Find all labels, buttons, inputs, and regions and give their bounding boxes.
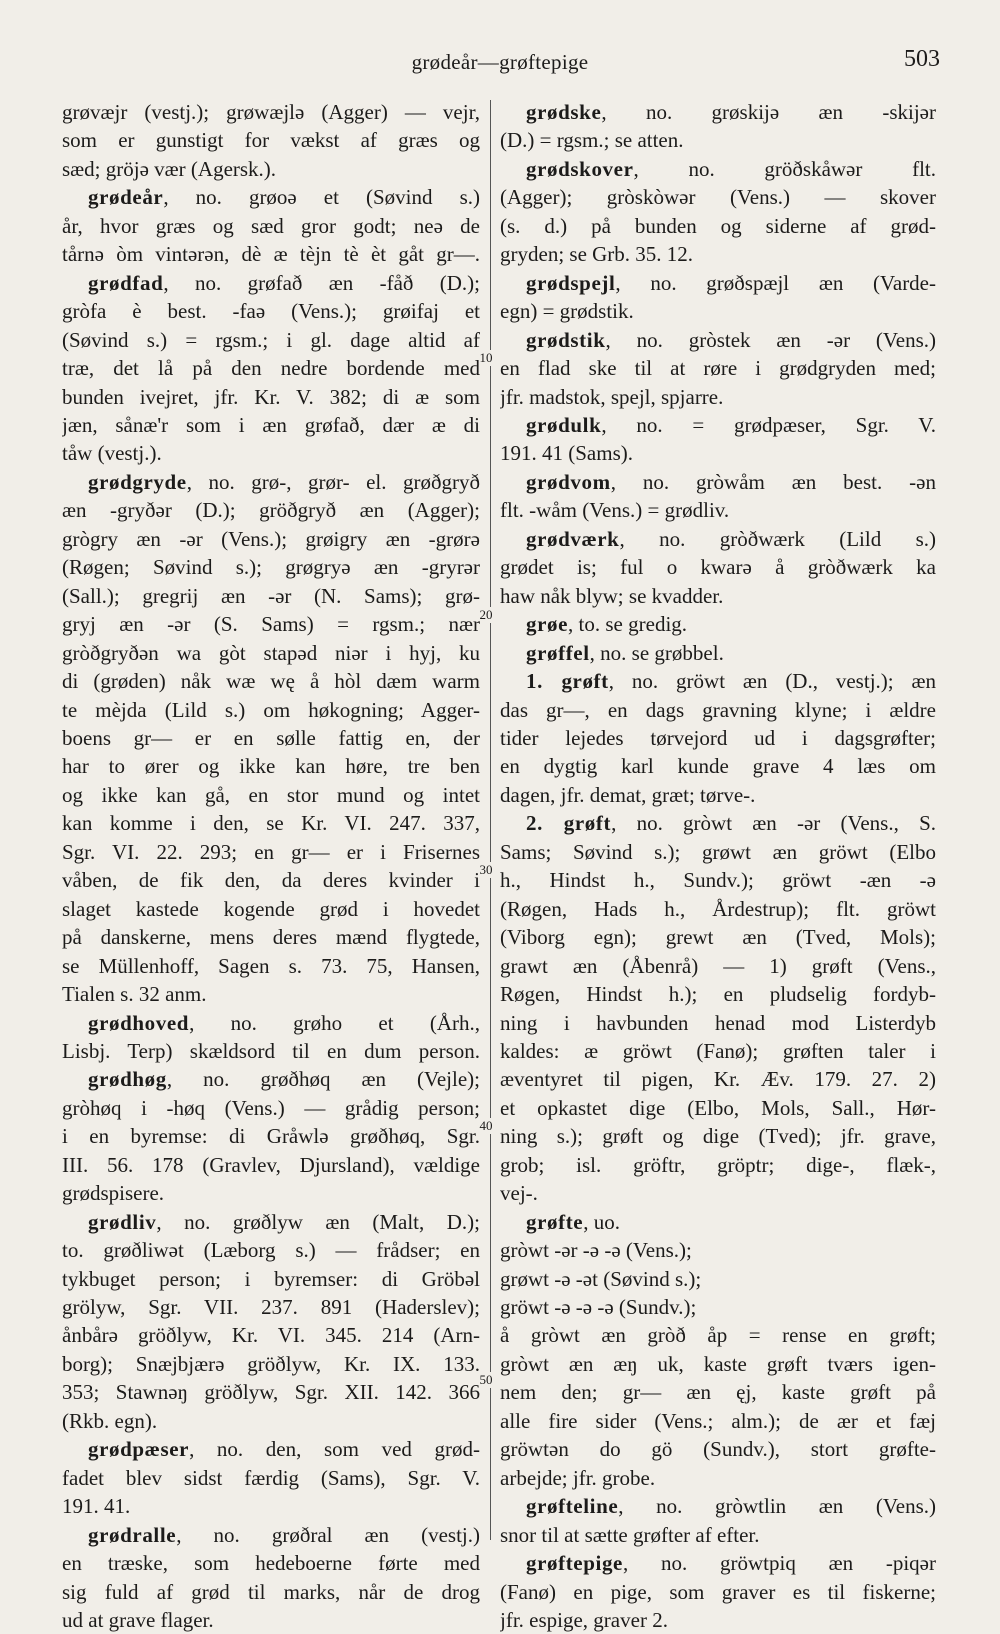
text-line: gròfa è best. -faə (Vens.); grøifaj et — [62, 299, 480, 324]
headword: 2. grøft — [526, 811, 612, 836]
text-line: og ikke kan gå, en stor mund og intet — [62, 782, 480, 807]
text-line: grødspisere. — [62, 1181, 165, 1206]
headword: grødspejl — [526, 270, 616, 295]
text-line: haw nåk blyw; se kvadder. — [500, 583, 724, 608]
text-line: das gr—, en dags gravning klyne; i ældre — [500, 697, 936, 722]
text-line: gròðgryðən wa gòt stapəd niər i hyj, ku — [62, 640, 480, 665]
text-line: arbejde; jfr. grobe. — [500, 1465, 656, 1490]
text-line: h., Hindst h., Sundv.); gröwt -æn -ə — [500, 868, 936, 893]
text-line: grødliv, no. grøðlyw æn (Malt, D.); — [88, 1209, 480, 1234]
text-line: sæd; gröjə vær (Agersk.). — [62, 156, 277, 181]
text-line: bunden ivejret, jfr. Kr. V. 382; di æ som — [62, 384, 480, 409]
text-line: III. 56. 178 (Gravlev, Djursland), vældige — [62, 1152, 480, 1177]
text-line: ud at grave flager. — [62, 1608, 214, 1633]
text-line: grògry æn -ər (Vens.); grøigry æn -grørə — [62, 526, 480, 551]
text-line: borg); Snæjbjærə gröðlyw, Kr. IX. 133. — [62, 1351, 480, 1376]
text-line: grødralle, no. grøðral æn (vestj.) — [88, 1522, 480, 1547]
text-line: grødværk, no. gròðwærk (Lild s.) — [526, 526, 936, 551]
text-line: grødhøg, no. grøðhøq æn (Vejle); — [88, 1067, 480, 1092]
text-line: å gròwt æn gròð åp = rense en grøft; — [500, 1323, 936, 1348]
text-line: fadet blev sidst færdig (Sams), Sgr. V. — [62, 1465, 480, 1490]
text-line: grøfte, uo. — [526, 1209, 620, 1234]
text-line: flt. -wåm (Vens.) = grødliv. — [500, 498, 730, 523]
text-line: et opkastet dige (Elbo, Mols, Sall., Hør- — [500, 1095, 936, 1120]
text-line: dagen, jfr. demat, græt; tørve-. — [500, 782, 756, 807]
text-line: grødpæser, no. den, som ved grød- — [88, 1437, 480, 1462]
text-line: grødvom, no. gròwåm æn best. -ən — [526, 469, 936, 494]
text-line: grødgryde, no. grø-, grør- el. grøðgryð — [88, 469, 480, 494]
column-divider — [490, 100, 491, 1540]
text-line: jæn, sånæ'r som i æn grøfað, dær æ di — [62, 412, 480, 437]
line-number: 20 — [472, 607, 500, 623]
text-line: Tialen s. 32 anm. — [62, 982, 207, 1007]
text-line: gröwt -ə -ə -ə (Sundv.); — [500, 1295, 697, 1320]
text-line: boens gr— er en sølle fattig en, der — [62, 725, 480, 750]
text-line: grawt æn (Åbenrå) — 1) grøft (Vens., — [500, 953, 936, 978]
text-line: grob; isl. gröftr, gröptr; dige-, flæk-, — [500, 1152, 936, 1177]
text-line: på danskerne, mens deres mænd flygtede, — [62, 925, 480, 950]
headword: grødralle — [88, 1522, 177, 1547]
text-line: (Sall.); gregrij æn -ər (N. Sams); grø- — [62, 583, 480, 608]
text-line: grölyw, Sgr. VII. 237. 891 (Haderslev); — [62, 1295, 480, 1320]
text-line: egn) = grødstik. — [500, 299, 634, 324]
headword: 1. grøft — [526, 669, 609, 694]
headword: grødgryde — [88, 469, 187, 494]
line-number: 50 — [472, 1372, 500, 1388]
text-line: (Røgen, Hads h., Årdestrup); flt. gröwt — [500, 896, 936, 921]
text-line: tårnə òm vintərən, dè æ tèjn tè èt gåt gr—. — [62, 242, 480, 267]
text-line: Røgen, Hindst h.); en pludselig fordyb- — [500, 982, 936, 1007]
right-column — [500, 98, 936, 1634]
text-line: i en byremse: di Gråwlə grøðhøq, Sgr. — [62, 1124, 480, 1149]
text-line: 191. 41 (Sams). — [500, 441, 633, 466]
headword: grødske — [526, 100, 602, 124]
text-line: grøe, to. se gredig. — [526, 612, 688, 637]
text-line: grødeår, no. grøoə et (Søvind s.) — [88, 185, 480, 210]
headword: grødliv — [88, 1209, 157, 1234]
text-line: kaldes: æ gröwt (Fanø); grøften taler i — [500, 1038, 936, 1063]
text-line: træ, det lå på den nedre bordende med — [62, 356, 480, 381]
text-line: di (grøden) nåk wæ wę å hòl dæm warm — [62, 669, 480, 694]
text-line: (Viborg egn); grewt æn (Tved, Mols); — [500, 925, 936, 950]
text-line: grødskover, no. gröðskåwər flt. — [526, 156, 936, 181]
line-number: 40 — [472, 1118, 500, 1134]
text-line: Sams; Søvind s.); grøwt æn gröwt (Elbo — [500, 839, 936, 864]
text-line: æventyret til pigen, Kr. Æv. 179. 27. 2) — [500, 1067, 936, 1092]
headword: grøfte — [526, 1209, 584, 1234]
text-line: alle fire sider (Vens.; alm.); de ær et fæj — [500, 1408, 936, 1433]
headword: grødhoved — [88, 1010, 190, 1035]
text-line: Lisbj. Terp) skældsord til en dum person. — [62, 1038, 480, 1063]
text-line: grødske, no. grøskijə æn -skijər — [526, 100, 936, 124]
text-line: ning s.); grøft og dige (Tved); jfr. grave, — [500, 1124, 936, 1149]
text-line: som er gunstigt for vækst af græs og — [62, 128, 480, 153]
headword: grødvom — [526, 469, 611, 494]
text-line: æn -gryðər (D.); gröðgryð æn (Agger); — [62, 498, 480, 523]
text-line: (s. d.) på bunden og siderne af grød- — [500, 213, 936, 238]
headword: grødeår — [88, 185, 164, 210]
text-line: grødhoved, no. grøho et (Årh., — [88, 1010, 480, 1035]
text-line: en træske, som hedeboerne førte med — [62, 1551, 480, 1576]
text-line: vej-. — [500, 1181, 538, 1206]
text-line: våben, de fik den, da deres kvinder i — [62, 868, 480, 893]
text-line: år, hvor græs og sæd gror godt; neə de — [62, 213, 480, 238]
text-line: ning i havbunden henad mod Listerdyb — [500, 1010, 936, 1035]
headword: grødstik — [526, 327, 606, 352]
text-line: gryden; se Grb. 35. 12. — [500, 242, 694, 267]
page-number: 503 — [904, 46, 940, 72]
text-line: grødet is; ful o kwarə å gròðwærk ka — [500, 555, 936, 580]
text-line: 2. grøft, no. gròwt æn -ər (Vens., S. — [526, 811, 936, 836]
text-line: tåw (vestj.). — [62, 441, 162, 466]
text-line: kan komme i den, se Kr. VI. 247. 337, — [62, 811, 480, 836]
text-line: (D.) = rgsm.; se atten. — [500, 128, 684, 153]
text-line: en dygtig karl kunde grave 4 læs om — [500, 754, 936, 779]
text-line: (Rkb. egn). — [62, 1408, 158, 1433]
headword: grødulk — [526, 412, 602, 437]
text-line: grøftepige, no. gröwtpiq æn -piqər — [526, 1551, 936, 1576]
text-line: (Fanø) en pige, som graver es til fiskerne; — [500, 1579, 936, 1604]
text-line: en flad ske til at røre i grødgryden med; — [500, 356, 936, 381]
headword: grøftepige — [526, 1551, 623, 1576]
headword: grødskover — [526, 156, 634, 181]
headword: grødfad — [88, 270, 164, 295]
text-line: to. grøðliwət (Læborg s.) — frådser; en — [62, 1238, 480, 1263]
text-line: ånbårə gröðlyw, Kr. VI. 345. 214 (Arn- — [62, 1323, 480, 1348]
text-line: grøwt -ə -ət (Søvind s.); — [500, 1266, 702, 1291]
text-line: (Røgen; Søvind s.); grøgryə æn -gryrər — [62, 555, 480, 580]
text-line: (Søvind s.) = rgsm.; i gl. dage altid af — [62, 327, 480, 352]
left-column — [62, 98, 480, 1634]
text-line: tider lejedes tørvejord ud i dagsgrøfter; — [500, 725, 936, 750]
line-number: 30 — [472, 862, 500, 878]
text-line: (Agger); gròskòwər (Vens.) — skover — [500, 185, 936, 210]
text-line: grøfteline, no. gròwtlin æn (Vens.) — [526, 1494, 936, 1519]
text-line: te mèjda (Lild s.) om høkogning; Agger- — [62, 697, 480, 722]
text-line: jfr. madstok, spejl, spjarre. — [500, 384, 724, 409]
headword: grøfteline — [526, 1494, 619, 1519]
headword: grødhøg — [88, 1067, 167, 1092]
text-line: grødfad, no. grøfað æn -fåð (D.); — [88, 270, 480, 295]
running-head: grødeår—grøftepige — [411, 50, 589, 74]
text-line: gròwt -ər -ə -ə (Vens.); — [500, 1238, 692, 1263]
page-header — [0, 38, 1000, 88]
text-line: gròhøq i -høq (Vens.) — grådig person; — [62, 1095, 480, 1120]
text-line: slaget kastede kogende grød i hovedet — [62, 896, 480, 921]
text-line: grødstik, no. gròstek æn -ər (Vens.) — [526, 327, 936, 352]
text-line: sig fuld af grød til marks, når de drog — [62, 1579, 480, 1604]
text-line: 1. grøft, no. gröwt æn (D., vestj.); æn — [526, 669, 936, 694]
headword: grøe — [526, 612, 569, 637]
text-line: har to ører og ikke kan høre, tre ben — [62, 754, 480, 779]
text-line: grøffel, no. se grøbbel. — [526, 640, 724, 665]
text-line: se Müllenhoff, Sagen s. 73. 75, Hansen, — [62, 953, 480, 978]
text-line: gröwtən do gö (Sundv.), stort grøfte- — [500, 1437, 936, 1462]
text-line: nem den; gr— æn ęj, kaste grøft på — [500, 1380, 936, 1405]
text-line: grøvæjr (vestj.); grøwæjlə (Agger) — vejr, — [62, 100, 480, 124]
text-line: jfr. espige, graver 2. — [500, 1608, 668, 1633]
text-line: 191. 41. — [62, 1494, 131, 1519]
text-line: Sgr. VI. 22. 293; en gr— er i Frisernes — [62, 839, 480, 864]
text-line: tykbuget person; i byremser: di Gröbəl — [62, 1266, 480, 1291]
text-line: gròwt æn æŋ uk, kaste grøft tværs igen- — [500, 1351, 936, 1376]
headword: grødpæser — [88, 1437, 190, 1462]
text-line: grødulk, no. = grødpæser, Sgr. V. — [526, 412, 936, 437]
text-line: gryj æn -ər (S. Sams) = rgsm.; nær — [62, 612, 480, 637]
text-line: 353; Stawnəŋ gröðlyw, Sgr. XII. 142. 366 — [62, 1380, 480, 1405]
line-number: 10 — [472, 350, 500, 366]
text-line: grødspejl, no. grøðspæjl æn (Varde- — [526, 270, 936, 295]
headword: grødværk — [526, 526, 620, 551]
text-line: snor til at sætte grøfter af efter. — [500, 1522, 760, 1547]
headword: grøffel — [526, 640, 590, 665]
